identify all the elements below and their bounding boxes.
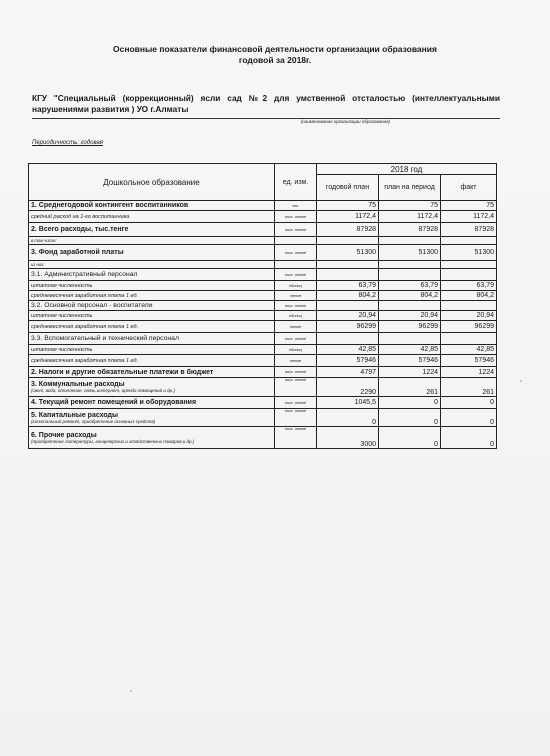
row-period-value: 42,85 bbox=[379, 345, 441, 355]
organization-name: КГУ "Специальный (коррекционный) ясли сад №2 для умственной отсталостью (интеллектуальными нарушениями развития ) УО г.Алматы bbox=[32, 93, 500, 114]
row-period-value: 57946 bbox=[379, 355, 441, 367]
row-plan-value: 96299 bbox=[317, 321, 379, 333]
row-unit: тыс. тенге bbox=[275, 211, 317, 223]
row-fact-value bbox=[441, 237, 497, 245]
table-row bbox=[29, 367, 497, 378]
row-period-value: 20,94 bbox=[379, 311, 441, 321]
row-name: 2. Всего расходы, тыс.тенге bbox=[31, 226, 129, 233]
row-name-cell bbox=[29, 301, 275, 311]
row-fact-value: 63,79 bbox=[441, 281, 497, 291]
row-plan-value: 1045,5 bbox=[317, 397, 379, 409]
row-name: 1. Среднегодовой контингент воспитанников bbox=[31, 202, 189, 209]
row-name: среднемесячная заработная плата 1 ед. bbox=[31, 357, 139, 364]
row-plan-value: 1172,4 bbox=[317, 211, 379, 223]
row-unit: единиц bbox=[275, 345, 317, 355]
row-unit: тыс. тенге bbox=[275, 269, 317, 281]
table-row bbox=[29, 397, 497, 409]
row-fact-value: 0 bbox=[441, 397, 497, 409]
row-unit: чел. bbox=[275, 201, 317, 211]
table-row bbox=[29, 269, 497, 281]
row-fact-value bbox=[441, 333, 497, 345]
table-row bbox=[29, 311, 497, 321]
row-unit: тыс. тенге bbox=[275, 367, 317, 378]
row-fact-value: 261 bbox=[441, 378, 497, 397]
table-row bbox=[29, 378, 497, 397]
row-unit bbox=[275, 237, 317, 245]
row-name-cell bbox=[29, 345, 275, 355]
row-unit: тыс. тенге bbox=[275, 409, 317, 427]
row-name: 4. Текущий ремонт помещений и оборудования bbox=[31, 399, 197, 406]
row-period-value: 96299 bbox=[379, 321, 441, 333]
header-fact: факт bbox=[441, 175, 497, 201]
row-period-value bbox=[379, 237, 441, 245]
row-plan-value: 20,94 bbox=[317, 311, 379, 321]
periodicity-label: Периодичность: годовая bbox=[32, 140, 104, 146]
row-plan-value: 2290 bbox=[317, 378, 379, 397]
row-unit: единиц bbox=[275, 281, 317, 291]
organization-caption: (наименование организации образования) bbox=[300, 119, 390, 124]
row-period-value bbox=[379, 333, 441, 345]
row-fact-value: 51300 bbox=[441, 245, 497, 261]
table-row bbox=[29, 321, 497, 333]
row-period-value: 1172,4 bbox=[379, 211, 441, 223]
row-fact-value: 20,94 bbox=[441, 311, 497, 321]
row-name-cell bbox=[29, 237, 275, 245]
row-name-cell bbox=[29, 378, 275, 397]
row-name-cell bbox=[29, 223, 275, 237]
table-row bbox=[29, 237, 497, 245]
header-name: Дошкольное образование bbox=[29, 164, 275, 201]
row-period-value: 63,79 bbox=[379, 281, 441, 291]
row-plan-value bbox=[317, 269, 379, 281]
row-plan-value bbox=[317, 237, 379, 245]
row-period-value: 0 bbox=[379, 409, 441, 427]
table-row bbox=[29, 223, 497, 237]
row-name-cell bbox=[29, 397, 275, 409]
row-name: штатная численность bbox=[31, 312, 93, 319]
row-fact-value: 57946 bbox=[441, 355, 497, 367]
scan-speck bbox=[130, 690, 132, 692]
row-period-value: 51300 bbox=[379, 245, 441, 261]
row-unit: тыс. тенге bbox=[275, 223, 317, 237]
document-title bbox=[0, 44, 550, 66]
row-unit: тыс. тенге bbox=[275, 333, 317, 345]
row-name: в том числе: bbox=[31, 238, 57, 243]
row-name-cell bbox=[29, 321, 275, 333]
row-plan-value bbox=[317, 301, 379, 311]
row-plan-value: 4797 bbox=[317, 367, 379, 378]
table-row bbox=[29, 291, 497, 301]
row-note: (капитальный ремонт, приобретение основных средств) bbox=[31, 418, 156, 424]
row-fact-value: 1224 bbox=[441, 367, 497, 378]
row-name: среднемесячная заработная плата 1 ед. bbox=[31, 323, 139, 330]
row-fact-value: 0 bbox=[441, 427, 497, 449]
row-fact-value bbox=[441, 269, 497, 281]
row-fact-value: 96299 bbox=[441, 321, 497, 333]
row-period-value: 804,2 bbox=[379, 291, 441, 301]
row-period-value bbox=[379, 301, 441, 311]
row-fact-value: 0 bbox=[441, 409, 497, 427]
row-name-cell bbox=[29, 291, 275, 301]
row-name-cell bbox=[29, 355, 275, 367]
table-row bbox=[29, 355, 497, 367]
row-name-cell bbox=[29, 245, 275, 261]
row-unit: тыс. тенге bbox=[275, 378, 317, 397]
row-plan-value: 3000 bbox=[317, 427, 379, 449]
row-name-cell bbox=[29, 427, 275, 449]
row-plan-value: 87928 bbox=[317, 223, 379, 237]
scan-speck bbox=[520, 380, 522, 382]
row-period-value: 75 bbox=[379, 201, 441, 211]
row-period-value: 87928 bbox=[379, 223, 441, 237]
title-line-1: Основные показатели финансовой деятельности организации образования bbox=[113, 44, 437, 54]
row-unit: единиц bbox=[275, 311, 317, 321]
row-period-value bbox=[379, 261, 441, 269]
row-plan-value: 804,2 bbox=[317, 291, 379, 301]
row-fact-value: 1172,4 bbox=[441, 211, 497, 223]
row-period-value: 261 bbox=[379, 378, 441, 397]
row-name-cell bbox=[29, 311, 275, 321]
row-name: среднемесячная заработная плата 1 ед. bbox=[31, 292, 139, 299]
row-unit: тыс. тенге bbox=[275, 301, 317, 311]
row-name: штатная численность bbox=[31, 346, 93, 353]
row-period-value: 1224 bbox=[379, 367, 441, 378]
header-period: план на период bbox=[379, 175, 441, 201]
row-note: (приобретение литературы, канцелярских и хозяйственных товаров и др.) bbox=[31, 438, 195, 444]
row-name: 3. Коммунальные расходы bbox=[31, 381, 125, 388]
row-plan-value: 51300 bbox=[317, 245, 379, 261]
row-unit: тыс. тенге bbox=[275, 397, 317, 409]
row-name-cell bbox=[29, 269, 275, 281]
row-plan-value bbox=[317, 261, 379, 269]
row-name: 3.1. Административный персонал bbox=[31, 271, 138, 278]
row-unit: тенге bbox=[275, 291, 317, 301]
row-period-value: 0 bbox=[379, 427, 441, 449]
row-period-value bbox=[379, 269, 441, 281]
table-row bbox=[29, 301, 497, 311]
row-plan-value: 0 bbox=[317, 409, 379, 427]
row-unit: тыс. тенге bbox=[275, 245, 317, 261]
header-year: 2018 год bbox=[317, 164, 497, 175]
row-fact-value: 87928 bbox=[441, 223, 497, 237]
row-name: штатная численность bbox=[31, 282, 93, 289]
row-unit bbox=[275, 261, 317, 269]
table-row bbox=[29, 333, 497, 345]
table-row bbox=[29, 261, 497, 269]
table-row bbox=[29, 245, 497, 261]
row-unit: тенге bbox=[275, 355, 317, 367]
row-name: 6. Прочие расходы bbox=[31, 431, 97, 439]
table-row bbox=[29, 409, 497, 427]
table-row bbox=[29, 281, 497, 291]
financial-table bbox=[28, 163, 497, 449]
header-unit: ед. изм. bbox=[275, 164, 317, 201]
row-name: 3.2. Основной персонал - воспитатели bbox=[31, 302, 153, 309]
row-name: 3. Фонд заработной платы bbox=[31, 249, 124, 256]
row-name-cell bbox=[29, 333, 275, 345]
row-name: 3.3. Вспомогательный и технический персонал bbox=[31, 335, 179, 342]
row-name-cell bbox=[29, 409, 275, 427]
row-name-cell bbox=[29, 367, 275, 378]
row-plan-value: 63,79 bbox=[317, 281, 379, 291]
row-unit: тыс. тенге bbox=[275, 427, 317, 449]
table-row bbox=[29, 427, 497, 449]
table-body bbox=[29, 201, 497, 449]
row-name-cell bbox=[29, 201, 275, 211]
row-name: средний расход на 1-го воспитанника bbox=[31, 213, 130, 220]
row-name-cell bbox=[29, 261, 275, 269]
row-plan-value: 42,85 bbox=[317, 345, 379, 355]
row-note: (свет, вода, отопление, связь,интернет, аренда помещений и др.) bbox=[31, 388, 175, 393]
table-row bbox=[29, 211, 497, 223]
row-fact-value bbox=[441, 261, 497, 269]
row-name: 5. Капитальные расходы bbox=[31, 411, 118, 419]
table-row bbox=[29, 345, 497, 355]
header-plan: годовой план bbox=[317, 175, 379, 201]
row-name-cell bbox=[29, 211, 275, 223]
row-name-cell bbox=[29, 281, 275, 291]
row-fact-value bbox=[441, 301, 497, 311]
row-name: 2. Налоги и другие обязательные платежи в бюджет bbox=[31, 368, 214, 376]
row-plan-value: 75 bbox=[317, 201, 379, 211]
row-fact-value: 42,85 bbox=[441, 345, 497, 355]
title-line-2: годовой за 2018г. bbox=[238, 55, 312, 65]
row-period-value: 0 bbox=[379, 397, 441, 409]
row-unit: тенге bbox=[275, 321, 317, 333]
table-row bbox=[29, 201, 497, 211]
row-plan-value: 57946 bbox=[317, 355, 379, 367]
row-name: из них: bbox=[31, 262, 45, 267]
row-fact-value: 75 bbox=[441, 201, 497, 211]
row-fact-value: 804,2 bbox=[441, 291, 497, 301]
row-plan-value bbox=[317, 333, 379, 345]
